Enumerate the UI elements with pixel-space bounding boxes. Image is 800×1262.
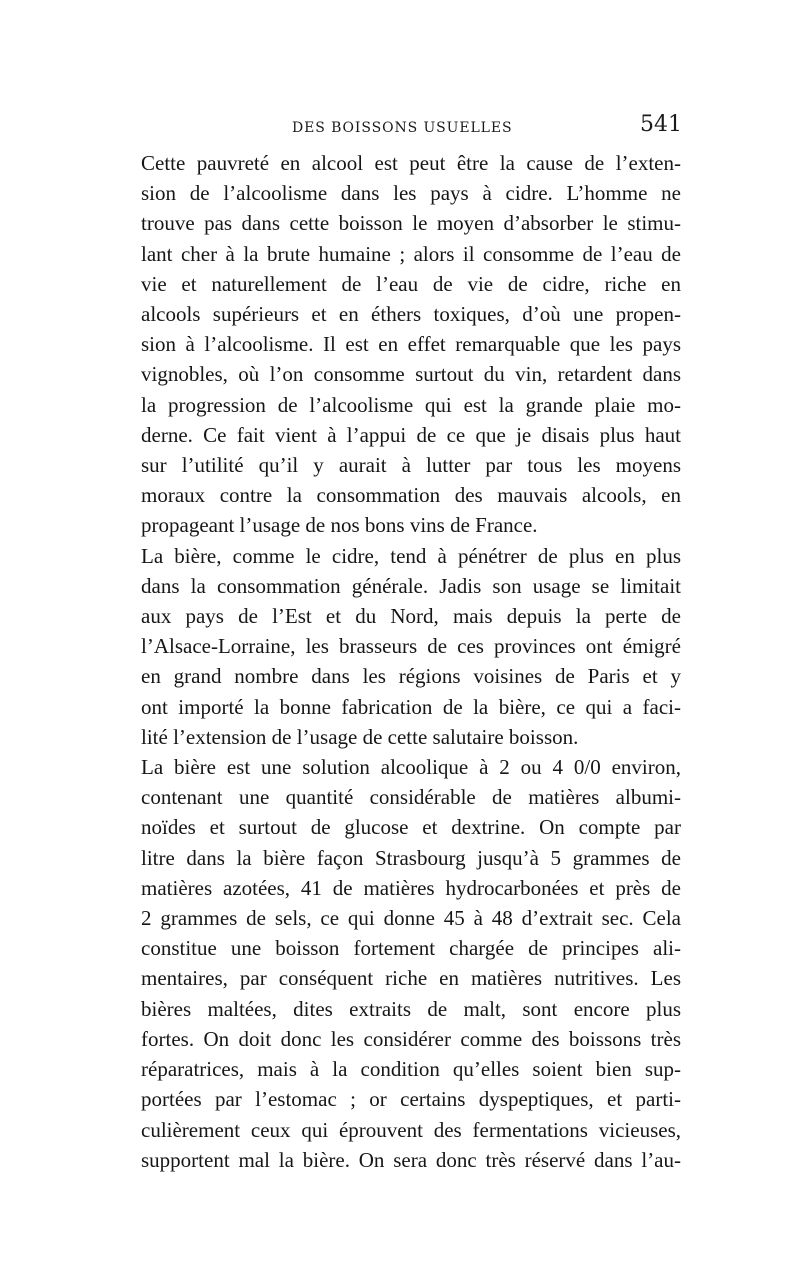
text-line: portées par l’estomac ; or certains dyspeptiques, et parti- (141, 1087, 681, 1112)
paragraph (120, 752, 681, 1175)
text-line: sur l’utilité qu’il y aurait à lutter par tous les moyens (141, 453, 681, 478)
paragraph (120, 148, 681, 541)
text-line: la progression de l’alcoolisme qui est la grande plaie mo- (141, 392, 681, 417)
text-line: l’Alsace-Lorraine, les brasseurs de ces provinces ont émigré (141, 634, 681, 659)
text-line: noïdes et surtout de glucose et dextrine. On compte par (141, 815, 681, 840)
text-line: réparatrices, mais à la condition qu’elles soient bien sup- (141, 1057, 681, 1082)
text-line: sion de l’alcoolisme dans les pays à cidre. L’homme ne (141, 181, 681, 206)
paragraph (120, 541, 681, 752)
text-line: Cette pauvreté en alcool est peut être la cause de l’exten- (141, 151, 681, 175)
text-line: contenant une quantité considérable de matières albumi- (141, 785, 681, 810)
text-line: 2 grammes de sels, ce qui donne 45 à 48 d’extrait sec. Cela (141, 906, 681, 931)
text-line: dans la consommation générale. Jadis son usage se limitait (141, 573, 681, 598)
text-line: vignobles, où l’on consomme surtout du vin, retardent dans (141, 362, 681, 387)
text-line: en grand nombre dans les régions voisines de Paris et y (141, 664, 681, 689)
text-line: bières maltées, dites extraits de malt, sont encore plus (141, 996, 681, 1021)
running-title: DES BOISSONS USUELLES (292, 120, 513, 136)
text-line: lant cher à la brute humaine ; alors il consomme de l’eau de (141, 241, 681, 266)
text-line: ont importé la bonne fabrication de la bière, ce qui a faci- (141, 694, 681, 719)
text-line: supportent mal la bière. On sera donc très réservé dans l’au- (141, 1147, 681, 1172)
text-line: lité l’extension de l’usage de cette salutaire boisson. (141, 724, 579, 749)
text-line: vie et naturellement de l’eau de vie de cidre, riche en (141, 271, 681, 296)
text-line: culièrement ceux qui éprouvent des fermentations vicieuses, (141, 1117, 681, 1142)
text-line: matières azotées, 41 de matières hydrocarbonées et près de (141, 875, 681, 900)
text-line: propageant l’usage de nos bons vins de France. (141, 513, 538, 538)
page-number: 541 (640, 112, 682, 137)
text-line: derne. Ce fait vient à l’appui de ce que je disais plus haut (141, 422, 681, 447)
text-line: La bière est une solution alcoolique à 2 ou 4 0/0 environ, (141, 755, 681, 780)
text-line: constitue une boisson fortement chargée de principes ali- (141, 936, 681, 961)
text-line: moraux contre la consommation des mauvais alcools, en (141, 483, 681, 508)
running-head (120, 112, 682, 140)
text-line: alcools supérieurs et en éthers toxiques, d’où une propen- (141, 302, 681, 327)
text-line: litre dans la bière façon Strasbourg jusqu’à 5 grammes de (141, 845, 681, 870)
text-line: aux pays de l’Est et du Nord, mais depuis la perte de (141, 604, 681, 629)
text-line: sion à l’alcoolisme. Il est en effet remarquable que les pays (141, 332, 681, 357)
text-line: La bière, comme le cidre, tend à pénétrer de plus en plus (141, 543, 681, 568)
text-line: mentaires, par conséquent riche en matières nutritives. Les (141, 966, 681, 991)
text-line: trouve pas dans cette boisson le moyen d’absorber le stimu- (141, 211, 681, 236)
body-text (120, 148, 681, 1175)
text-line: fortes. On doit donc les considérer comme des boissons très (141, 1026, 681, 1051)
